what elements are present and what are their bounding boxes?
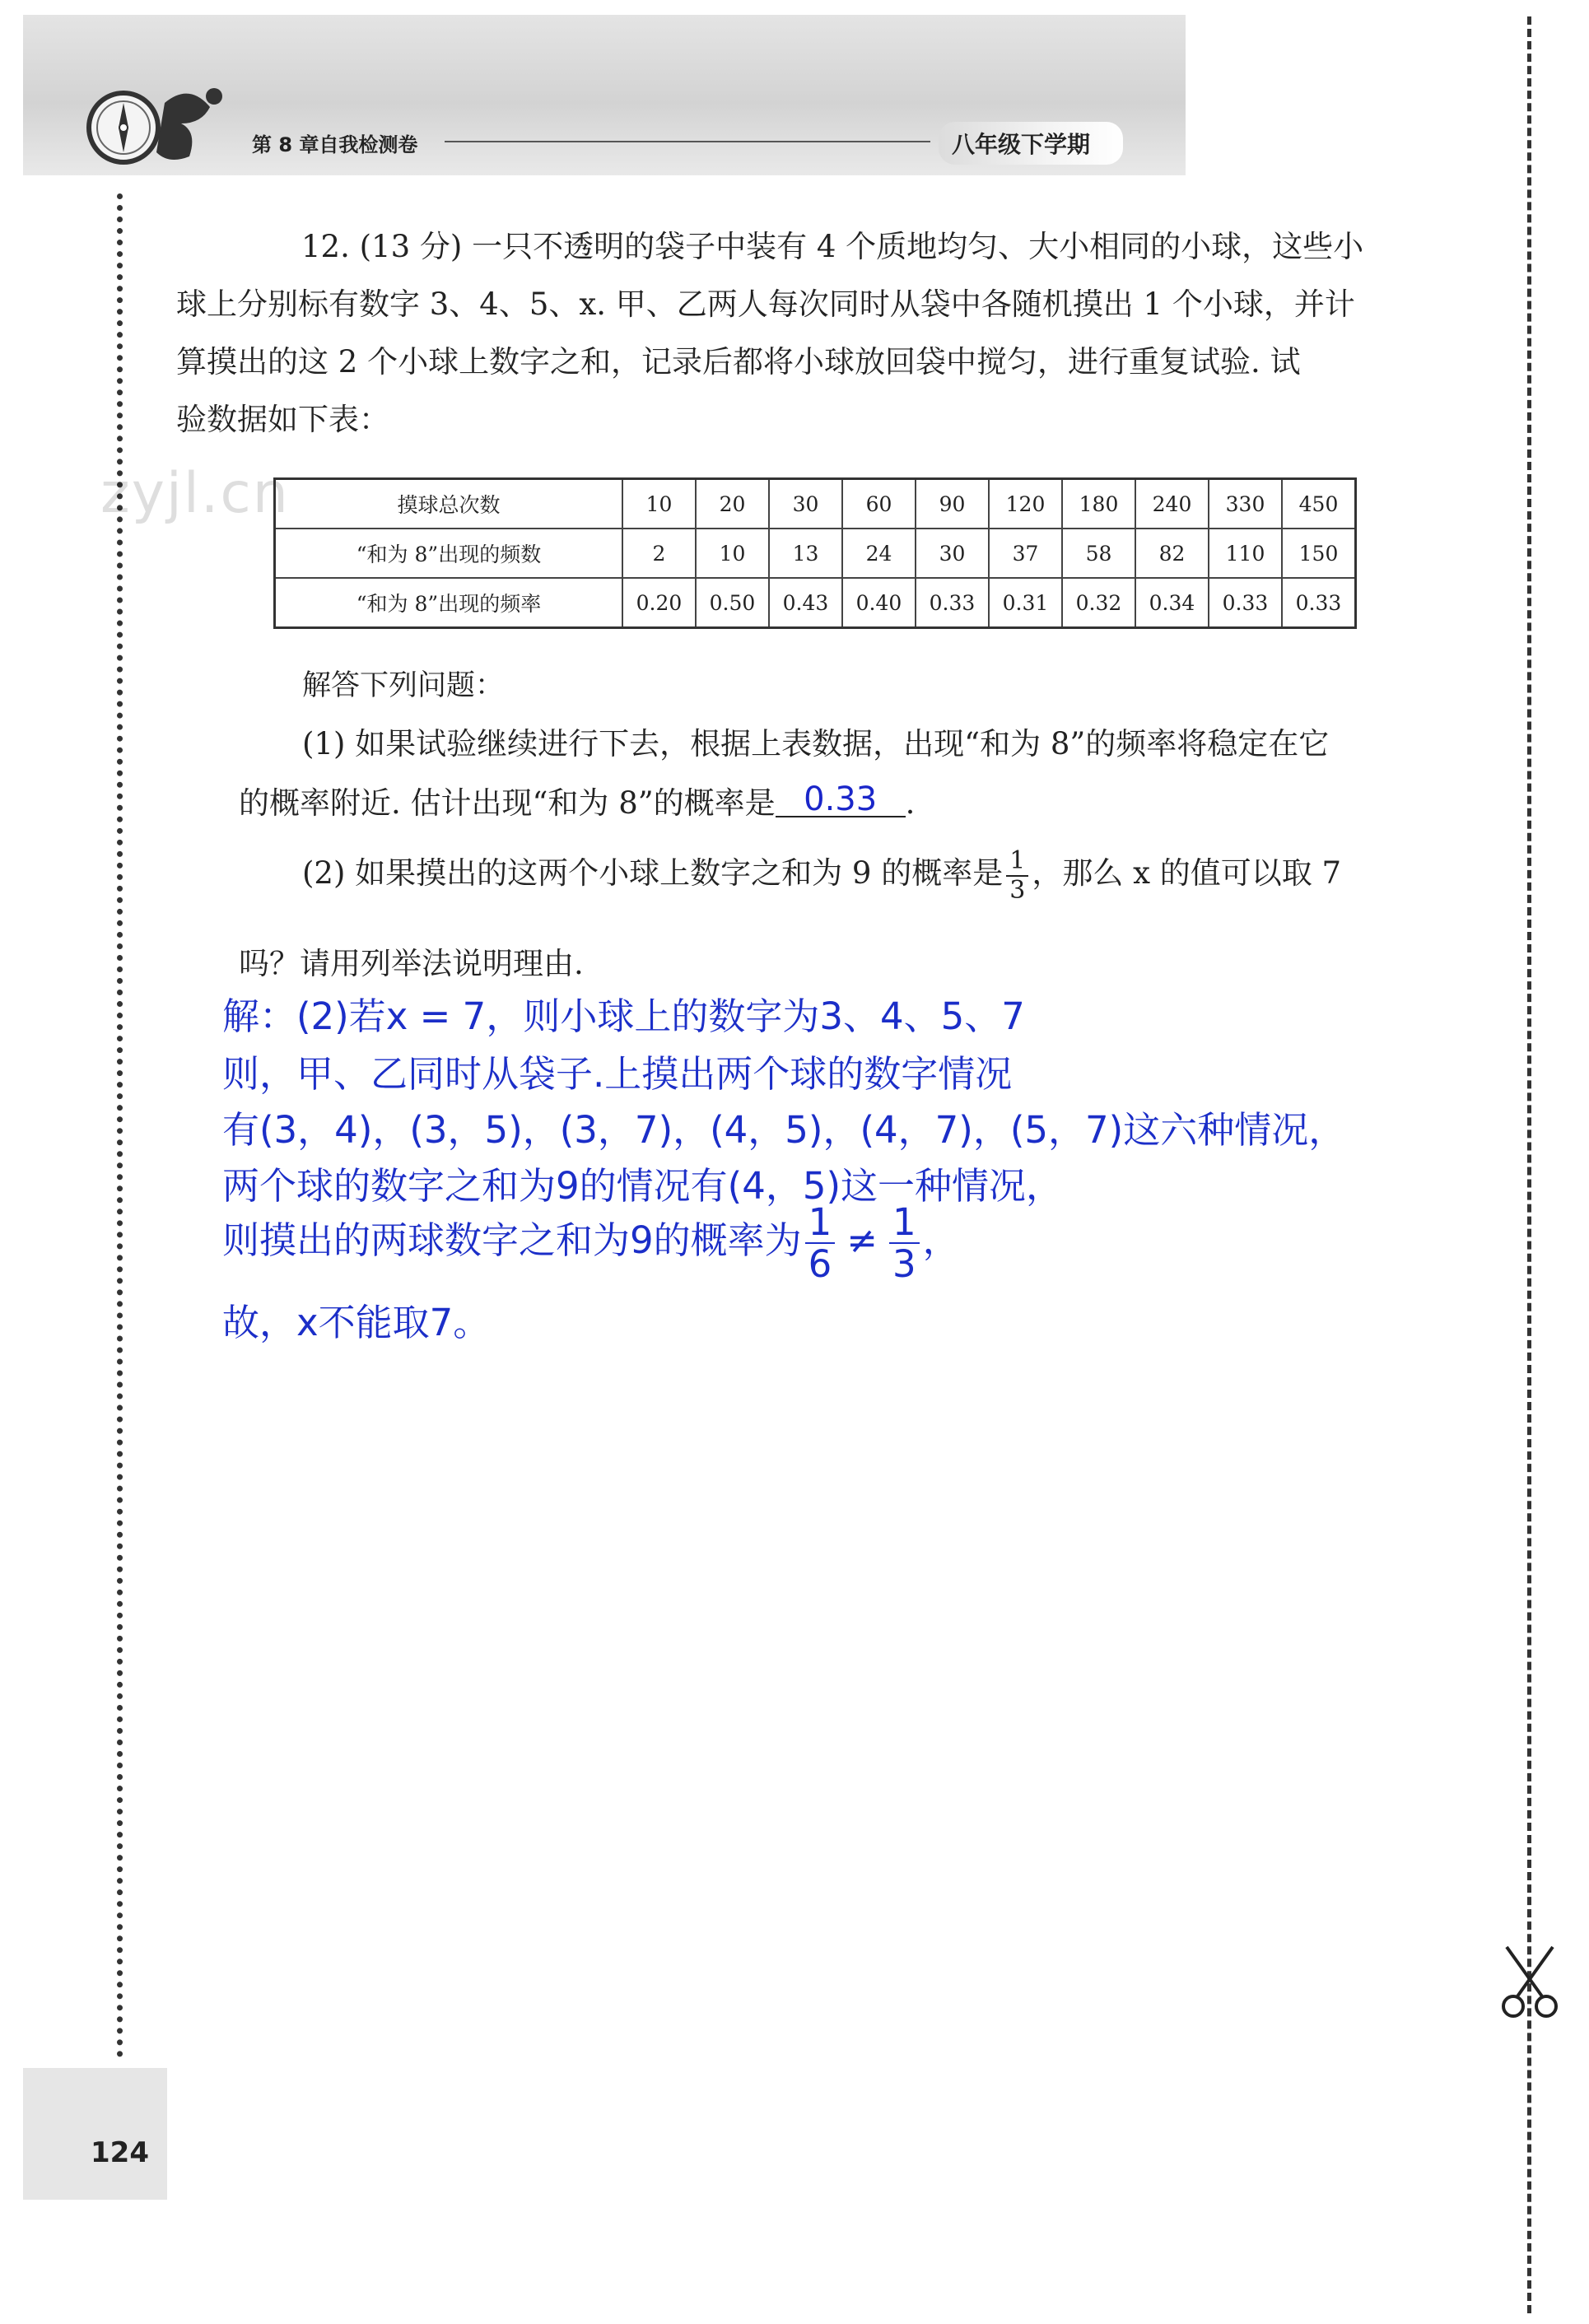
question-2-text-end: ，那么 x 的值可以取 7 (1032, 855, 1342, 891)
row-header: “和为 8”出现的频率 (275, 578, 623, 628)
table-row (275, 479, 1356, 529)
header-rule (445, 141, 930, 142)
table-cell: 30 (916, 529, 989, 578)
table-cell: 58 (1062, 529, 1135, 578)
solution-line: 则，甲、乙同时从袋子.上摸出两个球的数字情况 (222, 1052, 1013, 1096)
table-cell: 37 (989, 529, 1062, 578)
table-cell: 0.50 (696, 578, 769, 628)
watermark: zyjl.cn (100, 461, 290, 526)
table-cell: 24 (842, 529, 916, 578)
fraction (889, 1200, 920, 1286)
problem-12 (176, 218, 1416, 449)
grade-label: 八年级下学期 (939, 122, 1123, 165)
question-2-line: 吗？请用列举法说明理由. (239, 946, 584, 981)
table-cell: 0.31 (989, 578, 1062, 628)
table-row (275, 578, 1356, 628)
table-cell: 240 (1135, 479, 1209, 529)
table-cell: 0.34 (1135, 578, 1209, 628)
table-cell: 330 (1209, 479, 1282, 529)
question-1-text: 的概率附近. 估计出现“和为 8”的概率是 (239, 785, 776, 821)
table-cell: 13 (769, 529, 842, 578)
table-cell: 90 (916, 479, 989, 529)
table-cell: 0.33 (1209, 578, 1282, 628)
table-cell: 450 (1282, 479, 1356, 529)
compass-logo-icon (78, 78, 243, 177)
table-cell: 0.33 (1282, 578, 1356, 628)
row-header: “和为 8”出现的频数 (275, 529, 623, 578)
question-2-text: (2) 如果摸出的这两个小球上数字之和为 9 的概率是 (302, 855, 1004, 891)
not-equal-sign: ≠ (846, 1218, 878, 1262)
solution-line: 解：(2)若x = 7，则小球上的数字为3、4、5、7 (222, 994, 1025, 1038)
problem-line: 算摸出的这 2 个小球上数字之和，记录后都将小球放回袋中搅匀，进行重复试验. 试 (176, 344, 1301, 380)
table-cell: 0.43 (769, 578, 842, 628)
problem-line: 12. (13 分) 一只不透明的袋子中装有 4 个质地均匀、大小相同的小球，这些小 (301, 229, 1364, 264)
fraction-numerator: 1 (889, 1204, 920, 1244)
chapter-title: 第 8 章自我检测卷 (252, 133, 418, 156)
answer-blank: 0.33 (776, 783, 906, 817)
solution-line (222, 1200, 960, 1286)
solution-line: 两个球的数字之和为9的情况有(4，5)这一种情况， (222, 1164, 1064, 1208)
fraction-numerator: 1 (805, 1204, 836, 1244)
table-cell: 10 (622, 479, 696, 529)
question-1-line: (1) 如果试验继续进行下去，根据上表数据，出现“和为 8”的频率将稳定在它 (302, 726, 1330, 761)
table-cell: 2 (622, 529, 696, 578)
table-row (275, 529, 1356, 578)
table-cell: 60 (842, 479, 916, 529)
table-cell: 0.32 (1062, 578, 1135, 628)
fraction (805, 1200, 836, 1286)
question-1-end: . (905, 785, 916, 821)
experiment-table (273, 477, 1357, 629)
solution-line: 故，x不能取7。 (222, 1301, 491, 1344)
table-cell: 10 (696, 529, 769, 578)
question-2-line (302, 845, 1342, 905)
table-cell: 180 (1062, 479, 1135, 529)
problem-line: 球上分别标有数字 3、4、5、x. 甲、乙两人每次同时从袋中各随机摸出 1 个小球，并计 (176, 286, 1355, 322)
page-number: 124 (91, 2136, 149, 2169)
table-cell: 0.40 (842, 578, 916, 628)
fraction-denominator: 6 (808, 1242, 832, 1286)
solution-line: 有(3，4)，(3，5)，(3，7)，(4，5)，(4，7)，(5，7)这六种情况， (222, 1108, 1346, 1152)
fraction-denominator: 3 (1009, 875, 1026, 905)
fraction (1006, 845, 1028, 905)
question-1-line (239, 778, 915, 822)
table-cell: 110 (1209, 529, 1282, 578)
scissors-icon (1497, 1939, 1563, 2029)
solution-text: 则摸出的两球数字之和为9的概率为 (222, 1218, 802, 1262)
table-cell: 82 (1135, 529, 1209, 578)
problem-line: 验数据如下表： (176, 402, 389, 437)
questions-intro: 解答下列问题： (302, 669, 505, 702)
solution-text-end: ， (922, 1218, 960, 1262)
table-cell: 30 (769, 479, 842, 529)
table-cell: 150 (1282, 529, 1356, 578)
table-cell: 0.20 (622, 578, 696, 628)
table-cell: 0.33 (916, 578, 989, 628)
table-cell: 20 (696, 479, 769, 529)
row-header: 摸球总次数 (275, 479, 623, 529)
table-cell: 120 (989, 479, 1062, 529)
page-number-box (23, 2068, 167, 2200)
fraction-numerator: 1 (1006, 849, 1028, 877)
fraction-denominator: 3 (892, 1242, 916, 1286)
